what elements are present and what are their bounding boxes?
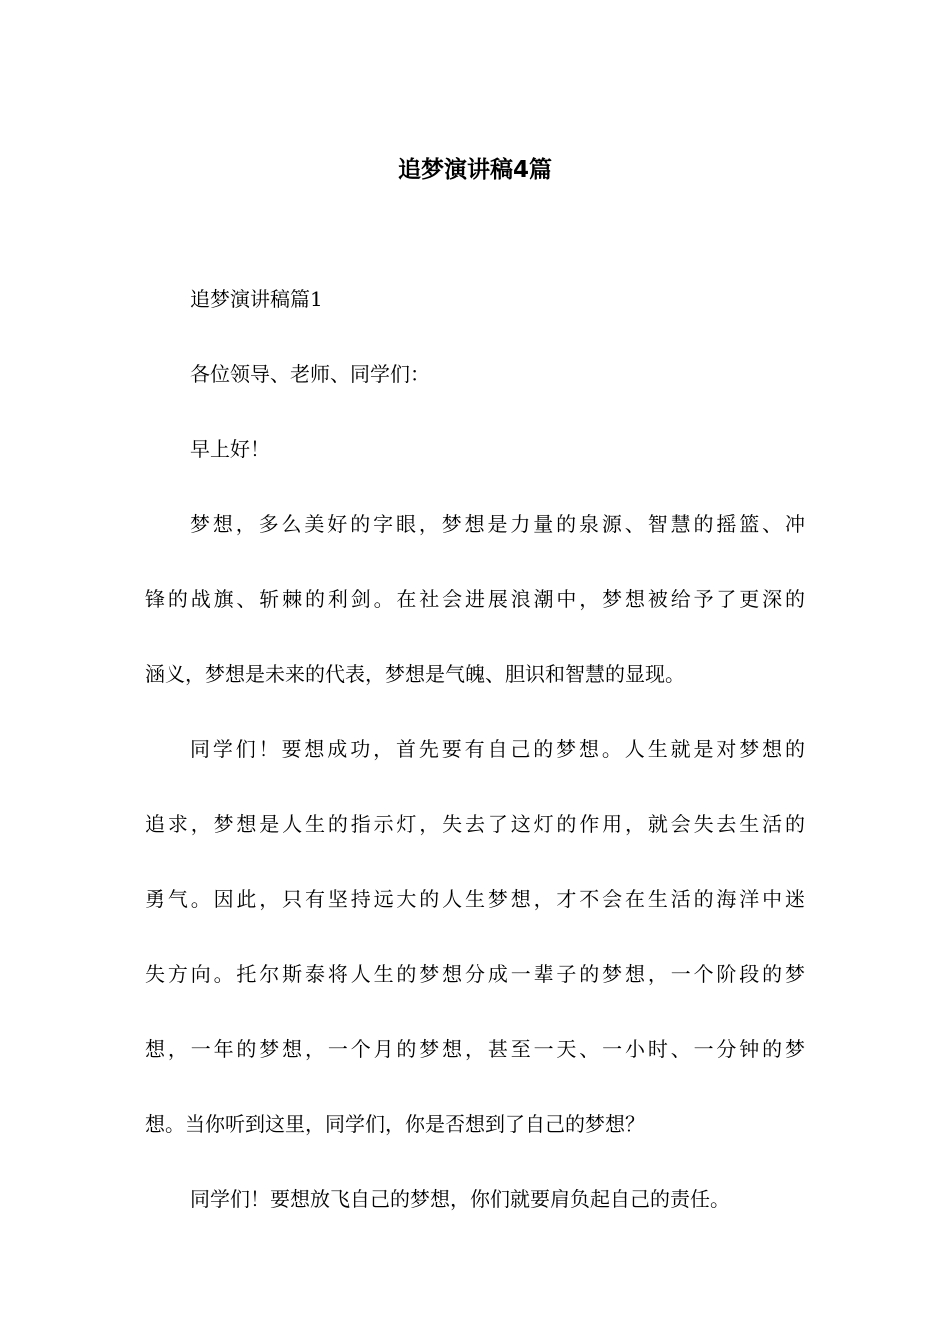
paragraph-line: 涵义，梦想是未来的代表，梦想是气魄、胆识和智慧的显现。 <box>145 662 685 686</box>
body-paragraph <box>145 712 805 1162</box>
paragraph-line: 追求，梦想是人生的指示灯，失去了这灯的作用，就会失去生活的 <box>145 812 805 836</box>
paragraph-line: 同学们！要想成功，首先要有自己的梦想。人生就是对梦想的 <box>190 737 805 761</box>
paragraph-line: 早上好！ <box>190 437 270 461</box>
paragraph-line: 梦想，多么美好的字眼，梦想是力量的泉源、智慧的摇篮、冲 <box>190 512 805 536</box>
paragraph-line: 失方向。托尔斯泰将人生的梦想分成一辈子的梦想，一个阶段的梦 <box>145 962 805 986</box>
salutation-paragraph <box>145 337 805 412</box>
paragraph-line: 同学们！要想放飞自己的梦想，你们就要肩负起自己的责任。 <box>190 1187 730 1211</box>
paragraph-line: 追梦演讲稿篇1 <box>190 287 323 311</box>
paragraph-line: 锋的战旗、斩棘的利剑。在社会进展浪潮中，梦想被给予了更深的 <box>145 587 805 611</box>
paragraph-line: 想。当你听到这里，同学们，你是否想到了自己的梦想？ <box>145 1112 645 1136</box>
body-paragraph <box>145 487 805 712</box>
document-title: 追梦演讲稿4篇 <box>397 157 552 183</box>
section-heading <box>145 262 805 337</box>
greeting-paragraph <box>145 412 805 487</box>
paragraph-line: 各位领导、老师、同学们： <box>190 362 430 386</box>
body-paragraph <box>145 1162 805 1237</box>
paragraph-line: 勇气。因此，只有坚持远大的人生梦想，才不会在生活的海洋中迷 <box>145 887 805 911</box>
paragraph-line: 想，一年的梦想，一个月的梦想，甚至一天、一小时、一分钟的梦 <box>145 1037 805 1061</box>
